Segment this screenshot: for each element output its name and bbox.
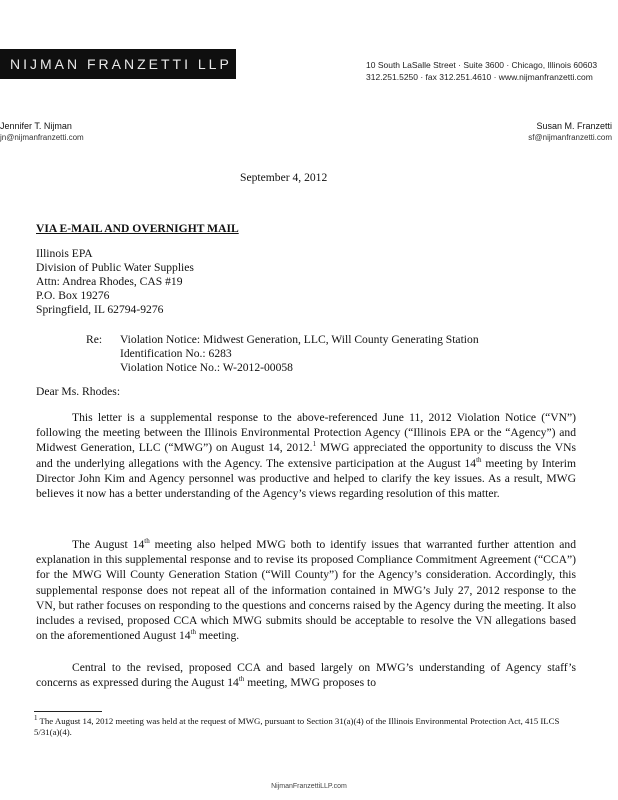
footnote-mark: 1 xyxy=(34,714,38,723)
body-paragraph-2 xyxy=(36,537,576,643)
salutation: Dear Ms. Rhodes: xyxy=(36,385,121,398)
firm-contact: 312.251.5250 · fax 312.251.4610 · www.nijmanfranzetti.com xyxy=(366,72,593,82)
recipient-line: Division of Public Water Supplies xyxy=(36,261,194,274)
body-paragraph-1 xyxy=(36,410,576,501)
recipient-address xyxy=(36,247,194,317)
firm-logo: NIJMAN FRANZETTI LLP xyxy=(0,49,236,79)
footnote-text: The August 14, 2012 meeting was held at the request of MWG, pursuant to Section 31(a)(4) of the Illinois Environmental Protection Act, 415 ILCS 5/31(a)(4). xyxy=(34,716,560,737)
re-label: Re: xyxy=(86,333,103,346)
recipient-line: Springfield, IL 62794-9276 xyxy=(36,303,164,316)
re-subject xyxy=(120,333,479,375)
ordinal-suffix: th xyxy=(476,455,482,464)
paragraph-text: This letter is a supplemental response to the above-referenced June 11, 2012 Violation Notice (“VN”) following the meeting between the Illinois Environmental Protection Agency (“Illinois EPA or the “Agency”) and Midwest Generation, LLC (“MWG”) on August 14, 2012. xyxy=(36,411,576,455)
ordinal-suffix: th xyxy=(238,675,245,684)
body-paragraph-3 xyxy=(36,660,576,690)
recipient-line: Illinois EPA xyxy=(36,247,93,260)
recipient-line: Attn: Andrea Rhodes, CAS #19 xyxy=(36,275,183,288)
footnote-ref[interactable]: 1 xyxy=(312,440,317,449)
paragraph-text: meeting by Interim Director John Kim and Agency personnel was productive and helped to clarify the key issues. As a result, MWG believes it now has a better understanding of the Agency’s views regarding resolution of this matter. xyxy=(36,456,576,501)
re-line: Violation Notice: Midwest Generation, LLC, Will County Generating Station xyxy=(120,333,479,346)
re-line: Violation Notice No.: W-2012-00058 xyxy=(120,361,293,374)
footnote-divider xyxy=(34,711,102,712)
ordinal-suffix: th xyxy=(144,537,150,546)
paragraph-text: The August 14 xyxy=(72,538,145,551)
attorney-right-email[interactable]: sf@nijmanfranzetti.com xyxy=(528,133,612,142)
paragraph-text: Central to the revised, proposed CCA and based largely on MWG’s understanding of Agency staff’s concerns as expressed during the August 14 xyxy=(36,661,576,690)
paragraph-text: meeting. xyxy=(196,629,240,643)
attorney-left-name: Jennifer T. Nijman xyxy=(0,121,72,131)
attorney-right-name: Susan M. Franzetti xyxy=(536,121,612,131)
paragraph-text: meeting, MWG proposes to xyxy=(244,676,377,690)
ordinal-suffix: th xyxy=(190,628,197,637)
recipient-line: P.O. Box 19276 xyxy=(36,289,110,302)
paragraph-text: meeting also helped MWG both to identify issues that warranted further attention and explanation in this supplemental response and to revise its proposed Compliance Commitment Agreement (“CCA”) for the MWG Will County Generation Station (“Will County”) for the Agency’s consideration. Accordingly, this supplemental response does not repeat all of the information contained in MWG’s July 27, 2012 response to the VN, but rather focuses on responding to the questions and concerns raised by the Agency during the meeting. It also includes a revised, proposed CCA which MWG submits should be acceptable to resolve the VN allegations based on the aforementioned August 14 xyxy=(36,538,576,643)
page-footer: NijmanFranzettiLLP.com xyxy=(271,783,347,790)
firm-address: 10 South LaSalle Street · Suite 3600 · Chicago, Illinois 60603 xyxy=(366,60,598,70)
letter-date: September 4, 2012 xyxy=(240,171,328,184)
attorney-left-email[interactable]: jn@nijmanfranzetti.com xyxy=(0,133,84,142)
delivery-method: VIA E-MAIL AND OVERNIGHT MAIL xyxy=(36,222,239,235)
re-line: Identification No.: 6283 xyxy=(120,347,232,360)
paragraph-text: MWG appreciated the opportunity to discuss the VNs and the underlying allegations with the Agency. The extensive participation at the August 14 xyxy=(36,441,576,470)
footnote xyxy=(34,716,576,738)
